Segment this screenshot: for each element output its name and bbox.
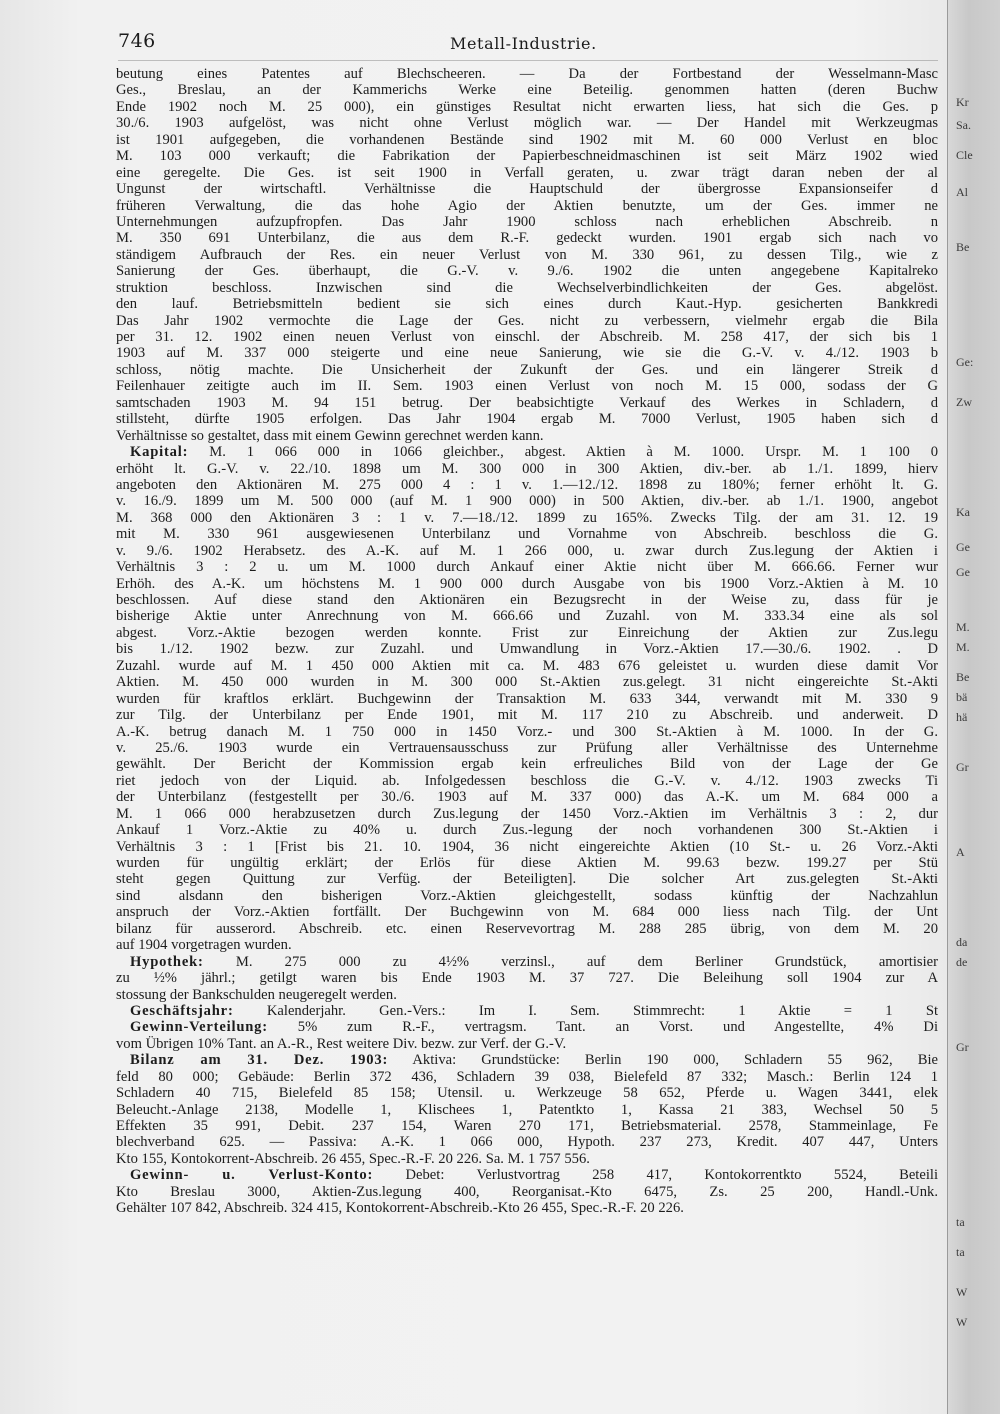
text-line [116,1069,938,1085]
line-text: Unternehmungen aufzupfropfen. Das Jahr 1900 schloss nach erheblichen Abschreib. n [116,213,938,230]
text-line [116,477,938,493]
section-label: Geschäftsjahr: [130,1002,234,1019]
text-line [116,148,938,164]
text-line [116,378,938,394]
text-line [116,165,938,181]
text-line [116,921,938,937]
text-line [116,247,938,263]
text-line [116,263,938,279]
text-line [116,395,938,411]
line-text: stossung der Bankschulden neugeregelt werden. [116,986,397,1003]
line-text: A.-K. betrug danach M. 1 750 000 in 1450 Vorz.- und 300 St.-Aktien à M. 1000. In der G. [116,723,938,740]
line-text: beschlossen. Auf diese stand den Aktionären ein Bezugsrecht in der Weise zu, dass für je [116,592,938,608]
line-text: schloss, nötig machte. Die Unsicherheit der Zukunft der Ges. und ein längerer Streik d [116,361,938,378]
line-text: Schladern 40 715, Bielefeld 85 158; Utensil. u. Werkzeuge 58 652, Pferde u. Wagen 3441, elek [116,1085,938,1102]
margin-fragment: M. [956,620,970,634]
page-header [118,30,938,60]
margin-fragment: bä [956,690,968,704]
line-text: M. 1 066 000 in 1066 gleichber., abgest. Aktien à M. 1000. Urspr. M. 1 100 0 [188,444,938,461]
line-text: M. 350 691 Unterbilanz, die aus dem R.-F. gedeckt wurden. 1901 ergab sich nach vo [116,230,938,247]
line-text: blechverband 625. — Passiva: A.-K. 1 066 000, Hypoth. 237 273, Kredit. 407 447, Unters [116,1134,938,1151]
line-text: bilanz für ausserord. Abschreib. etc. einen Reservevortrag M. 288 285 übrig, von dem M. 20 [116,920,938,937]
text-line [116,954,938,970]
text-line [116,724,938,740]
line-text: Aktiva: Grundstücke: Berlin 190 000, Schladern 55 962, Bie [388,1052,938,1069]
page-number: 746 [118,30,156,52]
text-line [116,444,938,460]
text-line [116,280,938,296]
line-text: 30./6. 1903 aufgelöst, was nicht ohne Verlust möglich war. — Der Handel mit Werkzeugmas [116,115,938,132]
line-text: M. 103 000 verkauft; die Fabrikation der Papierbeschneidmaschinen ist seit März 1902 wied [116,148,938,165]
text-line [116,707,938,723]
line-text: früheren Verwaltung, die das hohe Agio der Aktien benutzte, um der Ges. immer ne [116,197,938,214]
text-line [116,1184,938,1200]
margin-fragment: Ka [956,505,970,519]
text-line [116,1118,938,1134]
text-line [116,345,938,361]
text-line [116,214,938,230]
line-text: Sanierung der Ges. überhaupt, die G.-V. v. 9./6. 1902 die unten angegebene Kapitalreko [116,263,938,280]
text-line [116,937,938,953]
line-text: vom Übrigen 10% Tant. an A.-R., Rest weitere Div. bezw. zur Verf. der G.-V. [116,1035,567,1052]
header-divider [118,60,938,61]
line-text: 5% zum R.-F., vertragsm. Tant. an Vorst. und Angestellte, 4% Di [267,1019,938,1036]
adjacent-page-edge [947,0,1000,1414]
margin-fragment: Ge [956,565,970,579]
line-text: Erhöh. des A.-K. um höchstens M. 1 900 000 durch Ausgabe von bis 1900 Vorz.-Aktien à M. 10 [116,575,938,592]
line-text: Ende 1902 noch M. 25 000), ein günstiges Resultat nicht erwarten liess, hat sich die Ges. p [116,98,938,115]
text-line [116,576,938,592]
text-line [116,1003,938,1019]
text-line [116,674,938,690]
line-text: steht gegen Quittung zur Verfüg. der Beteiligten]. Die solcher Art zus.gelegten St.-Akti [116,871,938,888]
line-text: v. 9./6. 1902 Herabsetz. des A.-K. auf M. 1 266 000, u. zwar durch Zus.legung der Aktien i [116,542,938,559]
text-line [116,82,938,98]
line-text: Effekten 35 991, Debit. 237 154, Waren 270 171, Betriebsmaterial. 2578, Stammeinlage, Fe [116,1118,938,1134]
line-text: Ges., Breslau, an der Kammerichs Werke eine Beteilig. genommen hatten (deren Buchw [116,82,938,99]
text-line [116,1085,938,1101]
line-text: v. 25./6. 1903 wurde ein Vertrauensausschuss zur Prüfung aller Verhältnisse des Unternehme [116,739,938,756]
text-line [116,493,938,509]
text-line [116,970,938,986]
text-line [116,510,938,526]
text-line [116,756,938,772]
line-text: zu ½% jährl.; getilgt waren bis Ende 1903 M. 37 727. Die Beleihung soll 1904 zur A [116,970,938,987]
text-line [116,658,938,674]
text-line [116,641,938,657]
line-text: M. 1 066 000 herabzusetzen durch Zus.legung der 1450 Vorz.-Aktien im Verhältnis 3 : 2, dur [116,805,938,822]
text-line [116,411,938,427]
line-text: Verhältnis 3 : 2 u. um M. 1000 durch Ankauf einer Aktie nicht über M. 666.66. Ferner wur [116,559,938,576]
line-text: Kalenderjahr. Gen.-Vers.: Im I. Sem. Stimmrecht: 1 Aktie = 1 St [233,1002,938,1019]
text-line [116,822,938,838]
line-text: angeboten den Aktionären M. 275 000 4 : 1 v. 1.—12./12. 1898 zu 180%; ferner erhöht lt. G. [116,476,938,493]
margin-fragment: W [956,1315,968,1329]
section-label: Kapital: [130,444,189,461]
line-text: erhöht lt. G.-V. v. 22./10. 1898 um M. 300 000 in 300 Aktien, div.-ber. ab 1./1. 1899, hierv [116,460,938,477]
text-line [116,1151,938,1167]
margin-fragment: de [956,955,968,969]
margin-fragment: Gr [956,1040,969,1054]
line-text: feld 80 000; Gebäude: Berlin 372 436, Schladern 39 038, Bielefeld 87 332; Masch.: Berlin 124 1 [116,1068,938,1085]
margin-fragment: Sa. [956,118,971,132]
text-line [116,740,938,756]
text-line [116,198,938,214]
line-text: riet jedoch von der Liquid. ab. Infolgedessen beschloss die G.-V. v. 4./12. 1903 zwecks Ti [116,772,938,789]
text-line [116,461,938,477]
line-text: Debet: Verlustvortrag 258 417, Kontokorrentkto 5524, Beteili [373,1167,938,1184]
line-text: wurden für kraftlos erklärt. Buchgewinn der Transaktion M. 633 344, verwandt mit M. 330 9 [116,690,938,707]
margin-fragment: A [956,845,965,859]
text-line [116,625,938,641]
line-text: Zuzahl. wurde auf M. 1 450 000 Aktien mit ca. M. 483 676 geleistet u. wurden diese damit Vor [116,657,938,674]
text-line [116,296,938,312]
text-line [116,855,938,871]
line-text: Aktien. M. 450 000 wurden in M. 300 000 St.-Aktien zus.gelegt. 31 nicht eingereichte St.-Akti [116,674,938,691]
line-text: stillsteht, dürfte 1905 erfolgen. Das Jahr 1904 ergab M. 7000 Verlust, 1905 haben sich d [116,411,938,428]
line-text: Gehälter 107 842, Abschreib. 324 415, Kontokorrent-Abschreib.-Kto 26 455, Spec.-R.-F. 20 226. [116,1200,684,1217]
text-line [116,115,938,131]
text-line [116,608,938,624]
line-text: 1903 auf M. 337 000 steigerte und eine neue Sanierung, wie sie die G.-V. v. 4./12. 1903 b [116,345,938,362]
text-line [116,230,938,246]
text-line [116,691,938,707]
margin-fragment: Gr [956,760,969,774]
margin-fragment: W [956,1285,968,1299]
line-text: Beleucht.-Anlage 2138, Modelle 1, Klischees 1, Patentkto 1, Kassa 21 383, Wechsel 50 5 [116,1101,938,1118]
section-label: Bilanz am 31. Dez. 1903: [130,1052,389,1069]
margin-fragment: Zw [956,395,972,409]
text-line [116,543,938,559]
line-text: Verhältnisse so gestaltet, dass mit einem Gewinn gerechnet werden kann. [116,427,544,444]
line-text: anspruch der Vorz.-Aktien fortfällt. Der Buchgewinn von M. 684 000 liess nach Tilg. der Unt [116,904,938,921]
text-line [116,839,938,855]
text-line [116,773,938,789]
text-line [116,904,938,920]
text-line [116,888,938,904]
section-label: Gewinn-Verteilung: [130,1019,268,1036]
margin-fragment: ta [956,1245,965,1259]
line-text: bisherige Aktie unter Anrechnung von M. 666.66 und Zuzahl. von M. 333.34 eine als sol [116,608,938,625]
body-text [116,66,938,1386]
line-text: bis 1./12. 1902 bezw. zur Zuzahl. und Umwandlung in Vorz.-Aktien 17.—30./6. 1902. . D [116,641,938,658]
margin-fragment: M. [956,640,970,654]
line-text: Verhältnis 3 : 1 [Frist bis 21. 10. 1904, 36 nicht eingereichte Aktien (10 St.- u. 26 Vorz.-Akti [116,838,938,855]
text-line [116,1134,938,1150]
line-text: der Unterbilanz (festgestellt per 30./6. 1903 auf M. 337 000) das A.-K. um M. 684 000 a [116,789,938,806]
line-text: gewählt. Der Bericht der Kommission ergab kein erfreuliches Bild von der Lage der Ge [116,756,938,773]
text-line [116,362,938,378]
text-line [116,1019,938,1035]
line-text: M. 368 000 den Aktionären 3 : 1 v. 7.—18./12. 1899 zu 165%. Zwecks Tilg. der am 31. 12. 19 [116,509,938,526]
text-line [116,987,938,1003]
text-line [116,1052,938,1068]
running-head: Metall-Industrie. [450,34,597,53]
text-line [116,1036,938,1052]
margin-fragment: ta [956,1215,965,1229]
margin-fragment: Be [956,670,970,684]
line-text: Ankauf 1 Vorz.-Aktie zu 40% u. durch Zus.-legung der noch vorhandenen 300 St.-Aktien i [116,822,938,839]
line-text: beutung eines Patentes auf Blechscheeren. — Da der Fortbestand der Wesselmann-Masc [116,66,938,82]
text-line [116,871,938,887]
line-text: sind alsdann den bisherigen Vorz.-Aktien gleichgestellt, sodass künftig der Nachzahlun [116,887,938,904]
margin-fragment: Kr [956,95,969,109]
margin-fragment: Cle [956,148,973,162]
text-line [116,181,938,197]
margin-fragment: Be [956,240,970,254]
margin-fragment: Ge [956,540,970,554]
text-line [116,592,938,608]
line-text: Feilenhauer zeitigte auch im II. Sem. 1903 einen Verlust von noch M. 15 000, sodass der G [116,378,938,395]
section-label: Gewinn- u. Verlust-Konto: [130,1167,374,1184]
margin-fragment: Ge: [956,355,974,369]
line-text: ist 1901 aufgegeben, die vorhandenen Bestände sind 1902 mit M. 60 000 Verlust en bloc [116,131,938,148]
line-text: per 31. 12. 1902 einen neuen Verlust von einschl. der Abschreib. M. 258 417, der sich bis 1 [116,329,938,345]
text-line [116,313,938,329]
margin-fragment: da [956,935,968,949]
margin-fragment: Al [956,185,968,199]
line-text: den lauf. Betriebsmitteln bedient sie sich eines durch Kaut.-Hyp. gesicherten Bankkredi [116,296,938,313]
text-line [116,99,938,115]
line-text: zur Tilg. der Unterbilanz per Ende 1901, mit M. 117 210 zu Abschreib. und anderweit. D [116,707,938,724]
text-line [116,1167,938,1183]
line-text: Kto 155, Kontokorrent-Abschreib. 26 455, Spec.-R.-F. 20 226. Sa. M. 1 757 556. [116,1150,590,1167]
text-line [116,66,938,82]
line-text: Das Jahr 1902 vermochte die Lage der Ges. nicht zu verbessern, vielmehr ergab die Bila [116,312,938,329]
text-line [116,1102,938,1118]
section-label: Hypothek: [130,953,204,970]
line-text: mit M. 330 961 ausgewiesenen Unterbilanz und Vornahme von Abschreib. beschloss die G. [116,526,938,543]
line-text: wurden für ungültig erklärt; der Erlös für diese Aktien M. 99.63 bezw. 199.27 per Stü [116,855,938,871]
text-line [116,789,938,805]
line-text: ständigem Aufbrauch der Res. ein neuer Verlust von M. 330 961, zu dessen Tilg., wie z [116,246,938,263]
text-line [116,526,938,542]
line-text: auf 1904 vorgetragen wurden. [116,937,292,954]
line-text: M. 275 000 zu 4½% verzinsl., auf dem Berliner Grundstück, amortisier [203,953,938,970]
text-line [116,806,938,822]
text-line [116,329,938,345]
line-text: v. 16./9. 1899 um M. 500 000 (auf M. 1 900 000) in 500 Aktien, div.-ber. ab 1./1. 1900, angebot [116,493,938,510]
text-line [116,132,938,148]
line-text: abgest. Vorz.-Aktie bezogen werden konnte. Frist zur Einreichung der Aktien zur Zus.legu [116,624,938,641]
text-line [116,559,938,575]
line-text: eine geregelte. Die Ges. ist seit 1900 in Verfall geraten, u. zwar trägt daran neben der al [116,164,938,181]
text-line [116,1200,938,1216]
line-text: Kto Breslau 3000, Aktien-Zus.legung 400, Reorganisat.-Kto 6475, Zs. 25 200, Handl.-Unk. [116,1183,938,1200]
line-text: Ungunst der wirtschaftl. Verhältnisse die Hauptschuld der übergrosse Expansionseifer d [116,181,938,198]
line-text: samtschaden 1903 M. 94 151 betrug. Der beabsichtigte Verkauf des Werkes in Schladern, d [116,394,938,411]
margin-fragment: hä [956,710,968,724]
text-line [116,428,938,444]
line-text: struktion beschloss. Inzwischen sind die Wechselverbindlichkeiten der Ges. abgelöst. [116,279,938,296]
